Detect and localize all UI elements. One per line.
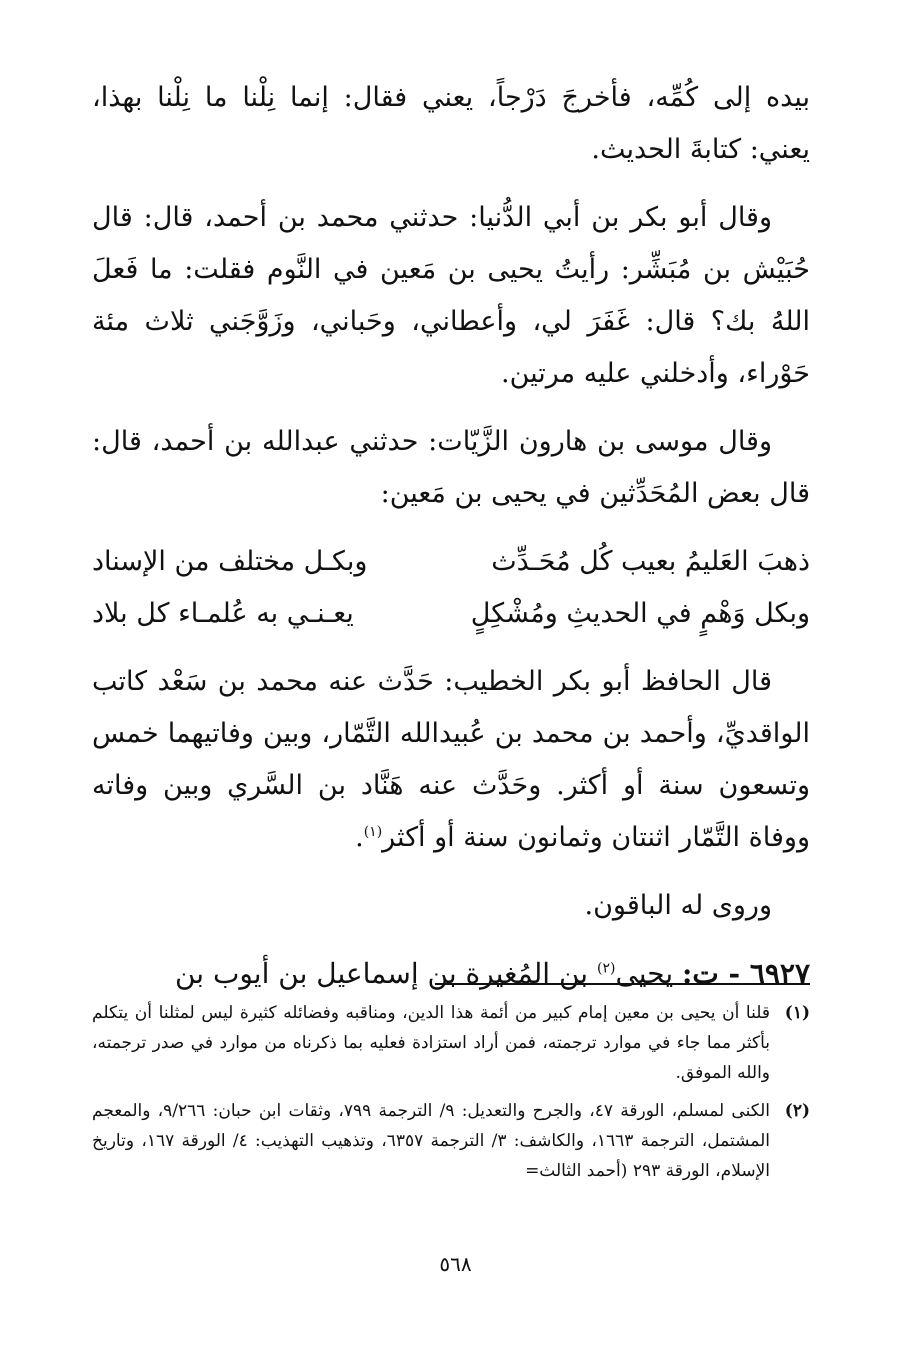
- page-number: ٥٦٨: [439, 1252, 472, 1276]
- entry-lineage: بن المُغيرة بن إسماعيل بن أيوب بن: [174, 957, 589, 990]
- footnote-1: [92, 998, 810, 1088]
- paragraph-1: بيده إلى كُمِّه، فأخرجَ دَرْجاً، يعني فقال: إنما نِلْنا ما نِلْنا بهذا، يعني: كتابةَ الحديث.: [92, 82, 810, 165]
- footnote-2: [92, 1096, 810, 1186]
- entry-name: يحيى: [615, 957, 674, 990]
- paragraph-4-end: .: [355, 822, 364, 853]
- paragraph-5: وروى له الباقون.: [584, 890, 772, 921]
- paragraph-4-text: قال الحافظ أبو بكر الخطيب: حَدَّث عنه محمد بن سَعْد كاتب الواقديِّ، وأحمد بن محمد بن عُبيدالله التَّمّار، وبين وفاتيهما خمس وتسعون سنة أو أكثر. وحَدَّث عنه هَنَّاد بن السَّري وبين وفاته ووفاة التَّمّار اثنتان وثمانون سنة أو أكثر: [92, 666, 810, 853]
- verse-2-second-hemistich: يعـنـي به عُلمـاء كل بلاد: [92, 598, 354, 629]
- paragraph-2: وقال أبو بكر بن أبي الدُّنيا: حدثني محمد بن أحمد، قال: قال حُبَيْش بن مُبَشِّر: رأيتُ يحيى بن مَعين في النَّوم فقلت: ما فَعلَ اللهُ بك؟ قال: غَفَرَ لي، وأعطاني، وحَباني، وزَوَّجَني ثلاث مئة حَوْراء، وأدخلني عليه مرتين.: [92, 202, 811, 389]
- paragraph-3: وقال موسى بن هارون الزَّيّات: حدثني عبدالله بن أحمد، قال: قال بعض المُحَدِّثين في يحيى بن مَعين:: [92, 426, 810, 509]
- verse-2-first-hemistich: وبكل وَهْمٍ في الحديثِ ومُشْكِلٍ: [470, 598, 810, 629]
- verse-1-second-hemistich: وبكـل مختلف من الإسناد: [92, 546, 368, 577]
- verse-1-first-hemistich: ذهبَ العَليمُ بعيب كُل مُحَـدِّث: [491, 546, 810, 577]
- main-text: [92, 72, 810, 1000]
- footnote-1-text: قلنا أن يحيى بن معين إمام كبير من أئمة هذا الدين، ومناقبه وفضائله كثيرة ليس لمثلنا أن يتكلم بأكثر مما جاء في موارد ترجمته، فمن أراد استزادة فعليه بما ذكرناه من موارد في صدر ترجمته، والله الموفق.: [92, 1003, 770, 1083]
- verse-line-1: [92, 536, 810, 588]
- poem-verse: [92, 536, 810, 640]
- verse-line-2: [92, 588, 810, 640]
- footnote-divider: [435, 983, 810, 985]
- footnote-1-mark: (١): [784, 1003, 810, 1023]
- paragraph-4: [92, 656, 810, 864]
- footnote-2-mark: (٢): [784, 1101, 810, 1121]
- biography-entry-heading: [92, 948, 810, 1000]
- footnote-ref-1[interactable]: (١): [363, 824, 383, 840]
- entry-number: ٦٩٢٧ - ت:: [682, 957, 810, 990]
- footnote-2-text: الكنى لمسلم، الورقة ٤٧، والجرح والتعديل: ٩/ الترجمة ٧٩٩، وثقات ابن حبان: ٩/٢٦٦، والمعجم المشتمل، الترجمة ١٦٦٣، والكاشف: ٣/ الترجمة ٦٣٥٧، وتذهيب التهذيب: ٤/ الورقة ١٦٧، وتاريخ الإسلام، الورقة ٢٩٣ (أحمد الثالث=: [92, 1101, 771, 1181]
- footnotes: [92, 998, 810, 1194]
- footnote-ref-2[interactable]: (٢): [597, 960, 616, 977]
